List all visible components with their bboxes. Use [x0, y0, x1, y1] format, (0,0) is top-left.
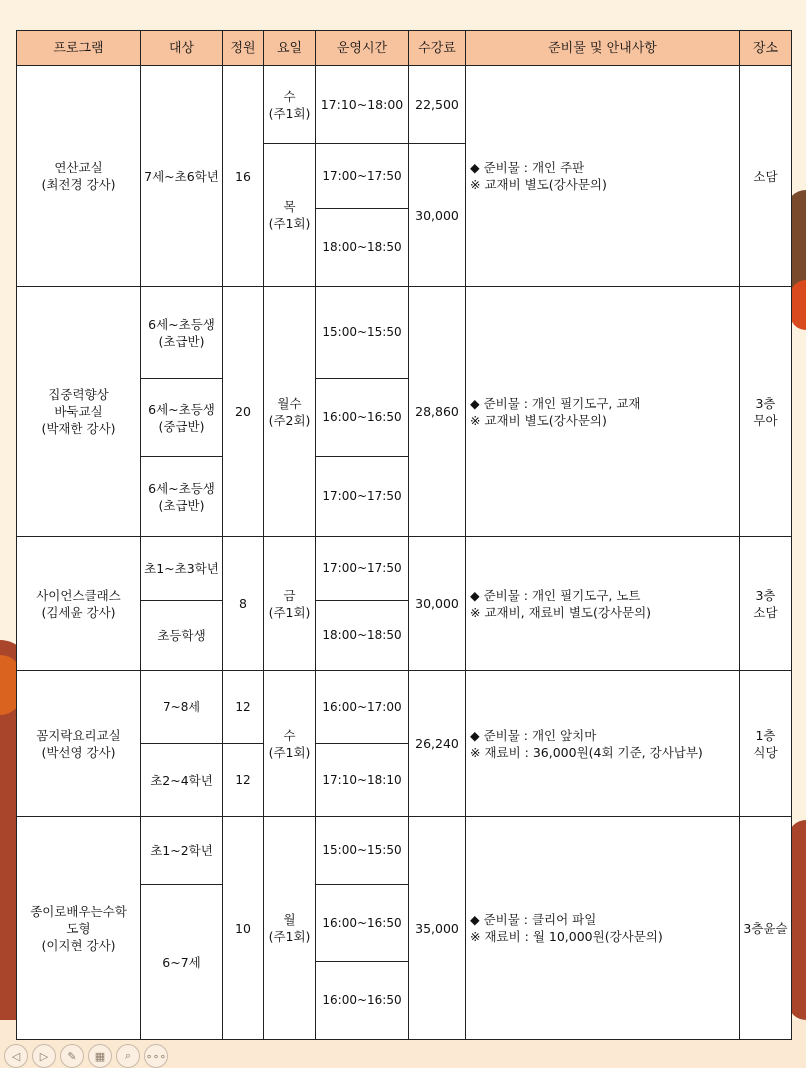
time-cell: 17:00~17:50	[316, 537, 409, 601]
header-fee: 수강료	[409, 31, 466, 66]
table-row	[17, 671, 792, 744]
capacity-cell: 8	[223, 537, 264, 671]
time-cell: 17:00~17:50	[316, 457, 409, 537]
fee-cell: 22,500	[409, 66, 466, 144]
time-cell: 16:00~16:50	[316, 962, 409, 1040]
day-cell: 월수 (주2회)	[264, 287, 316, 537]
program-name: 종이로배우는수학 도형 (이지현 강사)	[17, 817, 141, 1040]
program-name: 사이언스클래스 (김세윤 강사)	[17, 537, 141, 671]
place-cell: 소담	[740, 66, 792, 287]
target-cell: 초등학생	[141, 601, 223, 671]
time-cell: 15:00~15:50	[316, 287, 409, 379]
table-row	[17, 287, 792, 379]
capacity-cell: 16	[223, 66, 264, 287]
day-cell: 월 (주1회)	[264, 817, 316, 1040]
notes-cell: ◆ 준비물 : 개인 필기도구, 노트 ※ 교재비, 재료비 별도(강사문의)	[466, 537, 740, 671]
notes-cell: ◆ 준비물 : 클리어 파일 ※ 재료비 : 월 10,000원(강사문의)	[466, 817, 740, 1040]
time-cell: 18:00~18:50	[316, 209, 409, 287]
day-cell: 금 (주1회)	[264, 537, 316, 671]
slide-nav-toolbar	[4, 1044, 168, 1068]
target-cell: 6세~초등생 (초급반)	[141, 457, 223, 537]
header-place: 장소	[740, 31, 792, 66]
decor-leaf-right	[790, 280, 806, 330]
capacity-cell: 20	[223, 287, 264, 537]
time-cell: 15:00~15:50	[316, 817, 409, 885]
pen-icon[interactable]: ✎	[60, 1044, 84, 1068]
notes-cell: ◆ 준비물 : 개인 필기도구, 교재 ※ 교재비 별도(강사문의)	[466, 287, 740, 537]
notes-cell: ◆ 준비물 : 개인 앞치마 ※ 재료비 : 36,000원(4회 기준, 강사납부)	[466, 671, 740, 817]
zoom-icon[interactable]: ⌕	[116, 1044, 140, 1068]
header-capacity: 정원	[223, 31, 264, 66]
target-cell: 6세~초등생 (초급반)	[141, 287, 223, 379]
target-cell: 7세~초6학년	[141, 66, 223, 287]
target-cell: 초2~4학년	[141, 744, 223, 817]
time-cell: 16:00~16:50	[316, 379, 409, 457]
next-icon[interactable]: ▷	[32, 1044, 56, 1068]
fee-cell: 30,000	[409, 537, 466, 671]
day-cell: 수 (주1회)	[264, 66, 316, 144]
capacity-cell: 10	[223, 817, 264, 1040]
fee-cell: 30,000	[409, 144, 466, 287]
more-icon[interactable]: ∘∘∘	[144, 1044, 168, 1068]
target-cell: 초1~초3학년	[141, 537, 223, 601]
notes-cell: ◆ 준비물 : 개인 주판 ※ 교재비 별도(강사문의)	[466, 66, 740, 287]
capacity-cell: 12	[223, 671, 264, 744]
header-row	[17, 31, 792, 66]
day-cell: 목 (주1회)	[264, 144, 316, 287]
target-cell: 6세~초등생 (중급반)	[141, 379, 223, 457]
target-cell: 6~7세	[141, 885, 223, 1040]
time-cell: 17:00~17:50	[316, 144, 409, 209]
header-program: 프로그램	[17, 31, 141, 66]
day-cell: 수 (주1회)	[264, 671, 316, 817]
table-row	[17, 537, 792, 601]
header-day: 요일	[264, 31, 316, 66]
time-cell: 17:10~18:00	[316, 66, 409, 144]
time-cell: 17:10~18:10	[316, 744, 409, 817]
target-cell: 7~8세	[141, 671, 223, 744]
place-cell: 3층 무아	[740, 287, 792, 537]
time-cell: 16:00~17:00	[316, 671, 409, 744]
header-target: 대상	[141, 31, 223, 66]
fee-cell: 28,860	[409, 287, 466, 537]
header-time: 운영시간	[316, 31, 409, 66]
place-cell: 3층 소담	[740, 537, 792, 671]
capacity-cell: 12	[223, 744, 264, 817]
program-name: 집중력향상 바둑교실 (박재한 강사)	[17, 287, 141, 537]
place-cell: 1층 식당	[740, 671, 792, 817]
time-cell: 18:00~18:50	[316, 601, 409, 671]
time-cell: 16:00~16:50	[316, 885, 409, 962]
prev-icon[interactable]: ◁	[4, 1044, 28, 1068]
place-cell: 3층윤슬	[740, 817, 792, 1040]
program-name: 꼼지락요리교실 (박선영 강사)	[17, 671, 141, 817]
slides-icon[interactable]: ▦	[88, 1044, 112, 1068]
fee-cell: 26,240	[409, 671, 466, 817]
program-name: 연산교실 (최전경 강사)	[17, 66, 141, 287]
target-cell: 초1~2학년	[141, 817, 223, 885]
table-row	[17, 817, 792, 885]
fee-cell: 35,000	[409, 817, 466, 1040]
program-table	[16, 30, 792, 1040]
header-notes: 준비물 및 안내사항	[466, 31, 740, 66]
table-row	[17, 66, 792, 144]
